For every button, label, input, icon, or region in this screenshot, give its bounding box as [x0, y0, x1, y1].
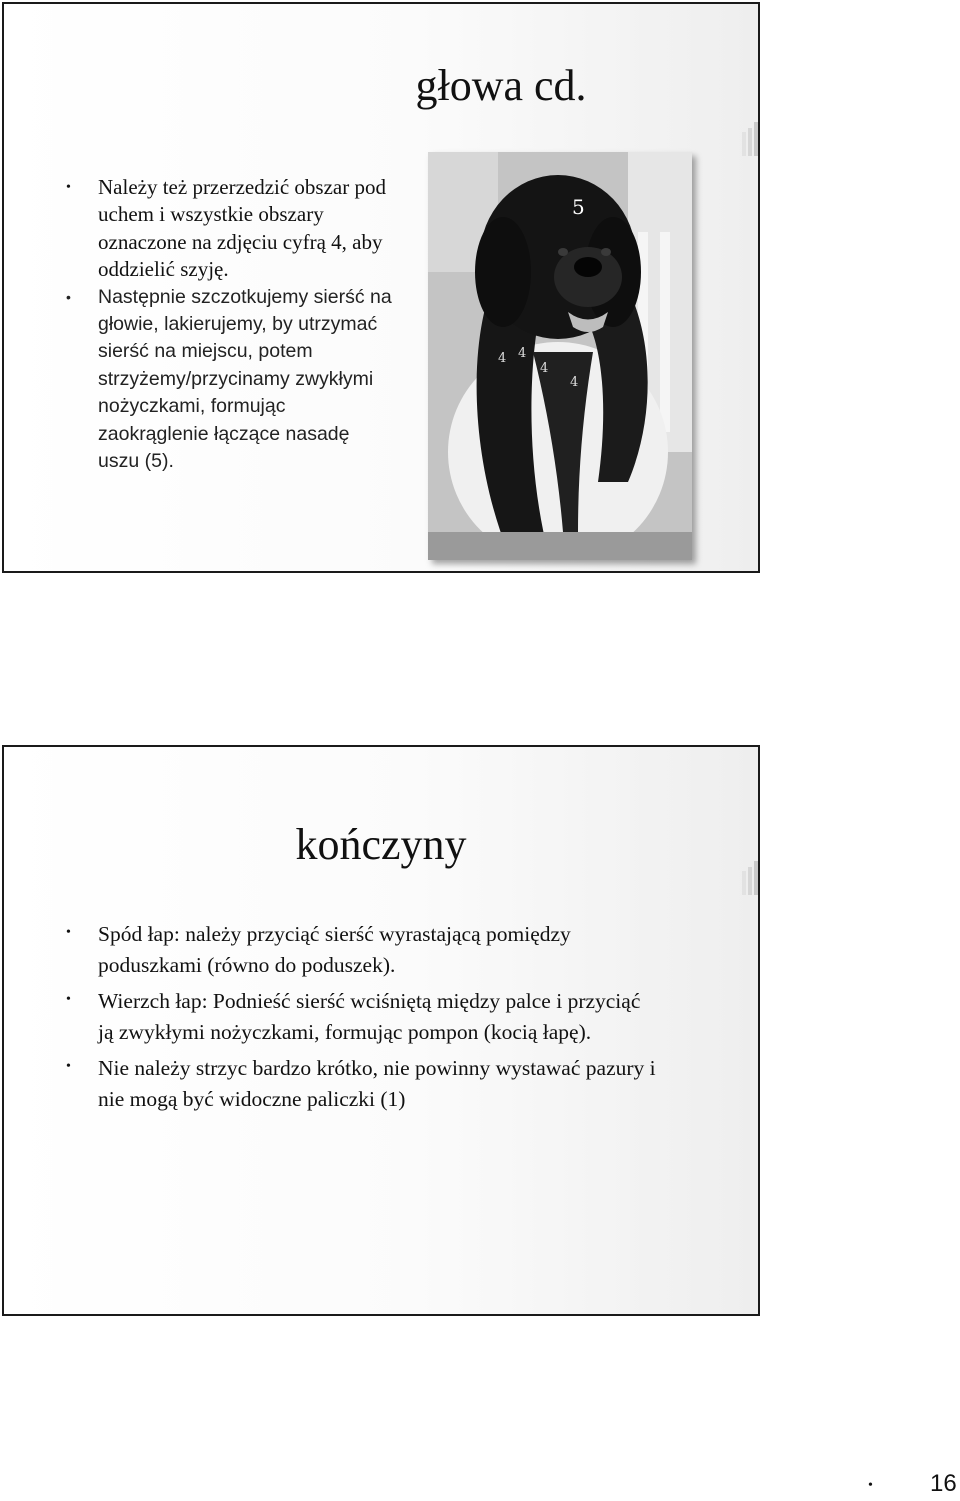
list-item: [66, 986, 656, 1047]
list-item: [66, 1053, 656, 1114]
bullet-text: Następnie szczotkujemy sierść na głowie, lakierujemy, by utrzymać sierść na miejscu, potem strzyżemy/przycinamy zwykłymi nożyczkami, formując zaokrąglenie łączące nasadę uszu (5).: [98, 285, 392, 473]
marker-4: 4: [570, 375, 579, 390]
bullet-list: [66, 174, 396, 475]
marker-4: 4: [540, 361, 549, 376]
marker-4: 4: [498, 351, 507, 366]
slide-glowa: [2, 2, 760, 573]
dog-photo: [428, 152, 692, 560]
slide-title: kończyny: [295, 820, 467, 869]
bullet-dot: •: [66, 992, 71, 1007]
bullet-dot: •: [66, 1059, 71, 1074]
dog-illustration: [428, 152, 692, 560]
page-number: 16: [930, 1470, 957, 1497]
bullet-dot: •: [66, 925, 71, 940]
list-item: [66, 919, 656, 980]
bullet-text: Nie należy strzyc bardzo krótko, nie powinny wystawać pazury i nie mogą być widoczne paliczki (1): [98, 1056, 656, 1111]
marker-4: 4: [518, 346, 527, 361]
list-item: [66, 284, 396, 476]
slide-title: głowa cd.: [415, 61, 587, 110]
bullet-dot: •: [66, 180, 71, 195]
bullet-text: Spód łap: należy przyciąć sierść wyrastającą pomiędzy poduszkami (równo do poduszek).: [98, 922, 571, 977]
bullet-dot: •: [66, 288, 71, 305]
slide-decoration: [736, 122, 758, 162]
bullet-text: Należy też przerzedzić obszar pod uchem i wszystkie obszary oznaczone na zdjęciu cyfrą 4, aby oddzielić szyję.: [98, 175, 386, 282]
list-item: [66, 174, 396, 284]
marker-5: 5: [572, 195, 585, 219]
footer-bullet: •: [868, 1478, 873, 1493]
bullet-text: Wierzch łap: Podnieść sierść wciśniętą między palce i przyciąć ją zwykłymi nożyczkami, formując pompon (kocią łapę).: [98, 989, 641, 1044]
bullet-list: [66, 919, 656, 1120]
slide-konczyny: [2, 745, 760, 1316]
